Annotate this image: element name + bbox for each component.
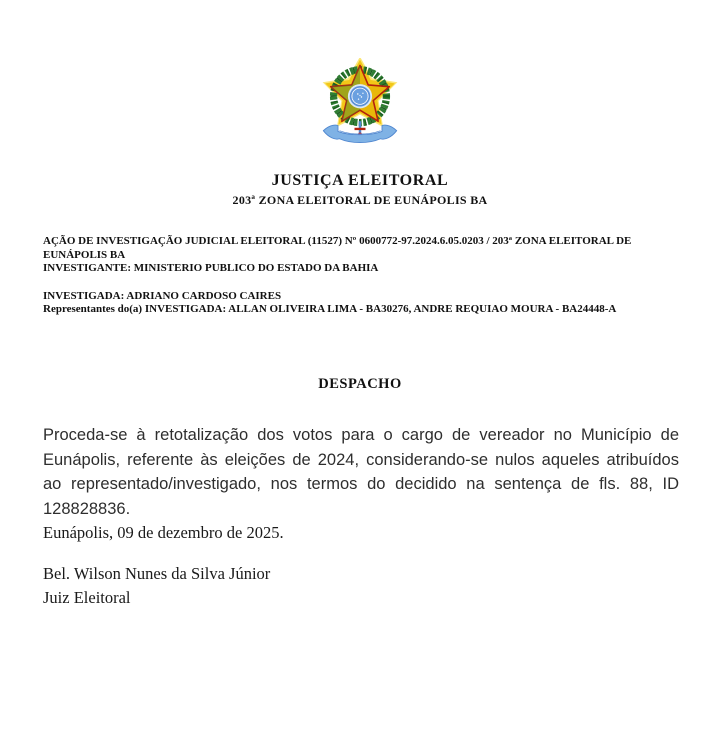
section-title-despacho: DESPACHO — [318, 376, 402, 392]
case-representantes-line: Representantes do(a) INVESTIGADA: ALLAN OLIVEIRA LIMA - BA30276, ANDRE REQUIAO MOURA - BA24448-A — [43, 303, 617, 315]
place-date-line: Eunápolis, 09 de dezembro de 2025. — [43, 523, 284, 543]
electoral-zone-subtitle: 203ª ZONA ELEITORAL DE EUNÁPOLIS BA — [232, 193, 488, 207]
case-investigada-line: INVESTIGADA: ADRIANO CARDOSO CAIRES — [43, 289, 282, 302]
order-body-text: Proceda-se à retotalização dos votos para o cargo de vereador no Município de Eunápolis, referente às eleições de 2024, considerando-se nulos aqueles atribuídos ao representado/investigado, nos termos do decidido na sentença de fls. 88, ID 128828836. — [43, 426, 679, 518]
judge-role: Juiz Eleitoral — [43, 587, 131, 607]
document-header — [0, 172, 720, 208]
emblem-star-dot — [361, 96, 362, 97]
court-title: JUSTIÇA ELEITORAL — [271, 172, 449, 189]
case-investigante-line: INVESTIGANTE: MINISTERIO PUBLICO DO ESTADO DA BAHIA — [43, 262, 379, 274]
brazil-coat-of-arms-icon — [316, 58, 404, 155]
emblem-star-dot — [362, 93, 363, 94]
brazil-coat-of-arms-svg — [316, 58, 404, 155]
emblem-star-dot — [358, 99, 359, 100]
emblem-crossguard — [355, 128, 366, 130]
emblem-star-dot — [359, 95, 360, 96]
signature-block — [43, 562, 270, 609]
case-info-block — [43, 235, 680, 317]
emblem-disc — [352, 89, 367, 104]
order-body-block — [43, 423, 679, 544]
judge-name: Bel. Wilson Nunes da Silva Júnior — [43, 564, 271, 583]
case-action-line: AÇÃO DE INVESTIGAÇÃO JUDICIAL ELEITORAL (11527) Nº 0600772-97.2024.6.05.0203 / 203ª ZONA ELEITORAL DE EUNÁPOLIS BA — [43, 235, 632, 261]
emblem-star-dot — [357, 93, 358, 94]
